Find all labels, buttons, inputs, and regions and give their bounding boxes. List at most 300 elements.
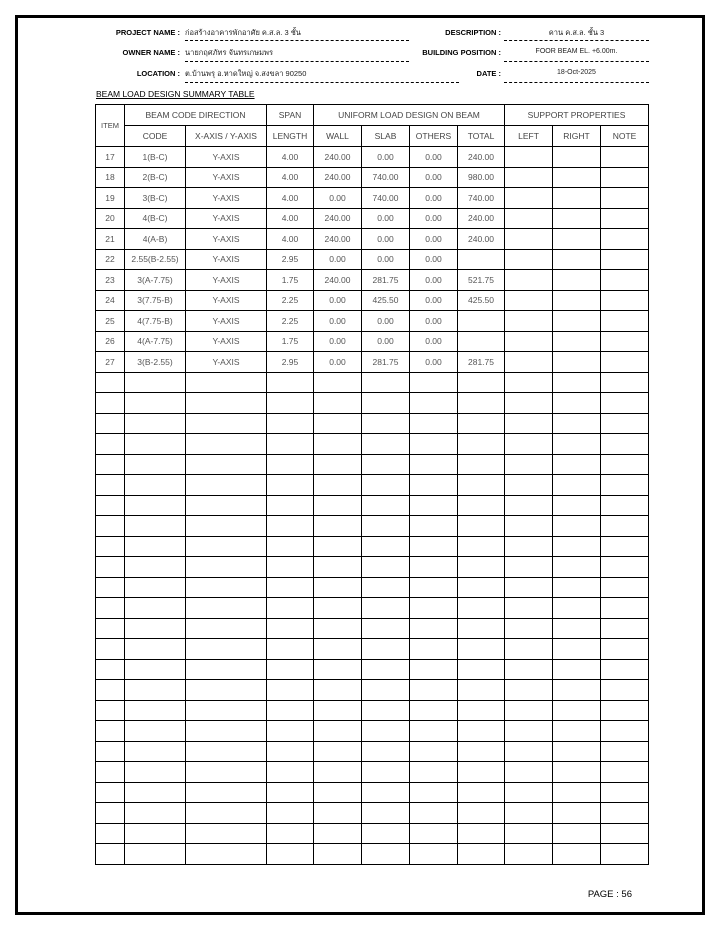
empty-cell-slab: [362, 516, 410, 537]
empty-cell-item: [96, 700, 125, 721]
empty-cell-code: [125, 516, 186, 537]
empty-cell-total: [458, 536, 505, 557]
cell-axis: Y-AXIS: [186, 188, 267, 209]
empty-cell-code: [125, 700, 186, 721]
cell-total: 740.00: [458, 188, 505, 209]
empty-cell-left: [505, 823, 553, 844]
empty-cell-others: [410, 598, 458, 619]
cell-left: [505, 290, 553, 311]
empty-cell-right: [553, 659, 601, 680]
empty-cell-item: [96, 680, 125, 701]
cell-others: 0.00: [410, 147, 458, 168]
empty-cell-wall: [314, 823, 362, 844]
empty-cell-code: [125, 598, 186, 619]
cell-total: [458, 311, 505, 332]
cell-right: [553, 249, 601, 270]
empty-cell-right: [553, 680, 601, 701]
empty-cell-wall: [314, 536, 362, 557]
empty-cell-right: [553, 454, 601, 475]
empty-cell-wall: [314, 618, 362, 639]
empty-cell-right: [553, 639, 601, 660]
cell-right: [553, 188, 601, 209]
empty-cell-code: [125, 413, 186, 434]
cell-wall: 240.00: [314, 167, 362, 188]
empty-cell-wall: [314, 372, 362, 393]
empty-cell-right: [553, 844, 601, 865]
empty-cell-code: [125, 475, 186, 496]
cell-slab: 0.00: [362, 311, 410, 332]
empty-cell-note: [601, 372, 649, 393]
empty-cell-left: [505, 495, 553, 516]
empty-table-row: [96, 721, 649, 742]
empty-cell-right: [553, 762, 601, 783]
empty-cell-right: [553, 557, 601, 578]
empty-cell-length: [267, 495, 314, 516]
empty-cell-others: [410, 536, 458, 557]
empty-cell-length: [267, 598, 314, 619]
empty-cell-item: [96, 639, 125, 660]
empty-cell-item: [96, 598, 125, 619]
date-label: DATE :: [476, 69, 501, 78]
empty-cell-axis: [186, 372, 267, 393]
empty-cell-others: [410, 454, 458, 475]
empty-cell-left: [505, 782, 553, 803]
empty-table-row: [96, 516, 649, 537]
empty-table-row: [96, 762, 649, 783]
empty-cell-code: [125, 659, 186, 680]
empty-cell-left: [505, 618, 553, 639]
cell-axis: Y-AXIS: [186, 229, 267, 250]
empty-cell-others: [410, 782, 458, 803]
empty-table-row: [96, 372, 649, 393]
cell-left: [505, 331, 553, 352]
empty-cell-note: [601, 721, 649, 742]
empty-cell-right: [553, 536, 601, 557]
empty-cell-length: [267, 557, 314, 578]
empty-cell-note: [601, 618, 649, 639]
empty-cell-note: [601, 803, 649, 824]
empty-cell-slab: [362, 495, 410, 516]
empty-cell-code: [125, 680, 186, 701]
table-row: [96, 290, 649, 311]
cell-item: 24: [96, 290, 125, 311]
empty-cell-axis: [186, 618, 267, 639]
description-value: คาน ค.ส.ล. ชั้น 3: [548, 28, 605, 37]
empty-cell-slab: [362, 413, 410, 434]
cell-code: 4(B-C): [125, 208, 186, 229]
empty-cell-code: [125, 762, 186, 783]
cell-axis: Y-AXIS: [186, 270, 267, 291]
empty-cell-axis: [186, 577, 267, 598]
cell-others: 0.00: [410, 167, 458, 188]
empty-cell-slab: [362, 762, 410, 783]
empty-cell-code: [125, 639, 186, 660]
col-header-note: NOTE: [601, 126, 649, 147]
empty-cell-length: [267, 434, 314, 455]
cell-slab: 0.00: [362, 208, 410, 229]
empty-cell-axis: [186, 659, 267, 680]
empty-cell-length: [267, 659, 314, 680]
location-underline: [185, 82, 459, 83]
cell-note: [601, 290, 649, 311]
cell-left: [505, 229, 553, 250]
cell-code: 3(7.75-B): [125, 290, 186, 311]
empty-cell-total: [458, 762, 505, 783]
empty-cell-right: [553, 577, 601, 598]
cell-note: [601, 229, 649, 250]
col-header-beam-code-direction: BEAM CODE DIRECTION: [125, 105, 267, 126]
empty-table-row: [96, 803, 649, 824]
empty-cell-left: [505, 475, 553, 496]
empty-cell-left: [505, 700, 553, 721]
empty-cell-note: [601, 823, 649, 844]
empty-cell-item: [96, 372, 125, 393]
empty-cell-axis: [186, 803, 267, 824]
cell-length: 1.75: [267, 270, 314, 291]
empty-cell-right: [553, 475, 601, 496]
empty-cell-length: [267, 803, 314, 824]
empty-cell-others: [410, 803, 458, 824]
cell-length: 2.95: [267, 352, 314, 373]
empty-cell-left: [505, 516, 553, 537]
empty-cell-wall: [314, 680, 362, 701]
empty-cell-length: [267, 454, 314, 475]
cell-item: 19: [96, 188, 125, 209]
cell-left: [505, 249, 553, 270]
empty-cell-others: [410, 577, 458, 598]
empty-cell-slab: [362, 803, 410, 824]
building-position-underline: [504, 61, 649, 62]
empty-cell-left: [505, 741, 553, 762]
empty-cell-code: [125, 577, 186, 598]
table-title: BEAM LOAD DESIGN SUMMARY TABLE: [96, 89, 255, 99]
cell-note: [601, 147, 649, 168]
cell-axis: Y-AXIS: [186, 352, 267, 373]
empty-cell-axis: [186, 639, 267, 660]
empty-cell-slab: [362, 659, 410, 680]
empty-cell-total: [458, 803, 505, 824]
empty-cell-total: [458, 700, 505, 721]
cell-axis: Y-AXIS: [186, 167, 267, 188]
empty-cell-left: [505, 762, 553, 783]
col-header-code: CODE: [125, 126, 186, 147]
empty-cell-slab: [362, 557, 410, 578]
cell-slab: 0.00: [362, 147, 410, 168]
description-underline: [504, 40, 649, 41]
empty-cell-total: [458, 680, 505, 701]
cell-length: 2.95: [267, 249, 314, 270]
building-position-value: FOOR BEAM EL. +6.00m.: [535, 48, 618, 55]
empty-cell-note: [601, 495, 649, 516]
col-header-span: SPAN: [267, 105, 314, 126]
table-row: [96, 167, 649, 188]
col-header-right: RIGHT: [553, 126, 601, 147]
cell-right: [553, 147, 601, 168]
empty-table-row: [96, 475, 649, 496]
cell-left: [505, 270, 553, 291]
empty-cell-length: [267, 721, 314, 742]
location-value: ต.บ้านพรุ อ.หาดใหญ่ จ.สงขลา 90250: [185, 69, 307, 78]
empty-cell-axis: [186, 844, 267, 865]
empty-cell-total: [458, 413, 505, 434]
empty-cell-axis: [186, 516, 267, 537]
empty-cell-total: [458, 557, 505, 578]
cell-total: 240.00: [458, 208, 505, 229]
empty-cell-slab: [362, 823, 410, 844]
empty-cell-note: [601, 680, 649, 701]
empty-table-row: [96, 598, 649, 619]
empty-cell-right: [553, 372, 601, 393]
empty-cell-note: [601, 741, 649, 762]
cell-axis: Y-AXIS: [186, 249, 267, 270]
empty-cell-right: [553, 495, 601, 516]
empty-cell-item: [96, 721, 125, 742]
empty-cell-slab: [362, 618, 410, 639]
cell-total: 240.00: [458, 229, 505, 250]
cell-total: 980.00: [458, 167, 505, 188]
empty-cell-axis: [186, 598, 267, 619]
empty-cell-left: [505, 557, 553, 578]
empty-cell-axis: [186, 536, 267, 557]
cell-item: 27: [96, 352, 125, 373]
empty-cell-wall: [314, 475, 362, 496]
cell-slab: 740.00: [362, 188, 410, 209]
col-header-uniform-load: UNIFORM LOAD DESIGN ON BEAM: [314, 105, 505, 126]
empty-cell-wall: [314, 659, 362, 680]
empty-table-row: [96, 741, 649, 762]
empty-cell-others: [410, 393, 458, 414]
table-row: [96, 331, 649, 352]
empty-cell-code: [125, 618, 186, 639]
empty-cell-item: [96, 536, 125, 557]
empty-cell-axis: [186, 557, 267, 578]
cell-others: 0.00: [410, 290, 458, 311]
empty-cell-item: [96, 516, 125, 537]
empty-cell-code: [125, 823, 186, 844]
empty-cell-length: [267, 393, 314, 414]
cell-length: 4.00: [267, 188, 314, 209]
empty-table-row: [96, 413, 649, 434]
empty-cell-others: [410, 700, 458, 721]
empty-cell-item: [96, 577, 125, 598]
empty-table-row: [96, 454, 649, 475]
cell-wall: 0.00: [314, 249, 362, 270]
cell-wall: 0.00: [314, 331, 362, 352]
empty-table-row: [96, 844, 649, 865]
project-name-underline: [185, 40, 409, 41]
empty-cell-code: [125, 393, 186, 414]
table-row: [96, 188, 649, 209]
cell-wall: 0.00: [314, 188, 362, 209]
empty-cell-axis: [186, 475, 267, 496]
cell-code: 2.55(B-2.55): [125, 249, 186, 270]
empty-cell-total: [458, 475, 505, 496]
empty-cell-wall: [314, 639, 362, 660]
cell-wall: 0.00: [314, 311, 362, 332]
empty-cell-left: [505, 393, 553, 414]
empty-cell-note: [601, 516, 649, 537]
col-header-total: TOTAL: [458, 126, 505, 147]
empty-cell-slab: [362, 639, 410, 660]
cell-left: [505, 147, 553, 168]
empty-cell-code: [125, 557, 186, 578]
empty-cell-right: [553, 598, 601, 619]
empty-cell-axis: [186, 741, 267, 762]
empty-cell-wall: [314, 844, 362, 865]
empty-cell-left: [505, 536, 553, 557]
cell-slab: 0.00: [362, 229, 410, 250]
cell-item: 17: [96, 147, 125, 168]
empty-cell-slab: [362, 454, 410, 475]
empty-cell-others: [410, 557, 458, 578]
cell-length: 1.75: [267, 331, 314, 352]
empty-cell-right: [553, 741, 601, 762]
cell-others: 0.00: [410, 188, 458, 209]
cell-length: 4.00: [267, 147, 314, 168]
project-name-label: PROJECT NAME :: [115, 28, 180, 37]
empty-cell-left: [505, 413, 553, 434]
empty-cell-right: [553, 803, 601, 824]
empty-table-row: [96, 536, 649, 557]
empty-cell-code: [125, 434, 186, 455]
cell-right: [553, 290, 601, 311]
empty-cell-slab: [362, 721, 410, 742]
empty-cell-others: [410, 639, 458, 660]
cell-wall: 240.00: [314, 208, 362, 229]
empty-cell-wall: [314, 598, 362, 619]
empty-cell-note: [601, 762, 649, 783]
cell-slab: 281.75: [362, 352, 410, 373]
cell-item: 20: [96, 208, 125, 229]
empty-cell-note: [601, 577, 649, 598]
cell-length: 4.00: [267, 229, 314, 250]
location-label: LOCATION :: [136, 69, 180, 78]
empty-cell-left: [505, 844, 553, 865]
empty-cell-axis: [186, 700, 267, 721]
table-row: [96, 208, 649, 229]
empty-cell-left: [505, 577, 553, 598]
cell-item: 21: [96, 229, 125, 250]
empty-cell-item: [96, 393, 125, 414]
table-row: [96, 249, 649, 270]
empty-table-row: [96, 618, 649, 639]
empty-cell-left: [505, 721, 553, 742]
empty-cell-code: [125, 844, 186, 865]
empty-cell-slab: [362, 577, 410, 598]
cell-axis: Y-AXIS: [186, 147, 267, 168]
cell-code: 4(A-7.75): [125, 331, 186, 352]
cell-axis: Y-AXIS: [186, 331, 267, 352]
empty-cell-left: [505, 639, 553, 660]
empty-cell-others: [410, 721, 458, 742]
empty-cell-total: [458, 782, 505, 803]
empty-cell-wall: [314, 516, 362, 537]
empty-cell-right: [553, 721, 601, 742]
empty-cell-code: [125, 721, 186, 742]
empty-cell-note: [601, 557, 649, 578]
cell-total: 521.75: [458, 270, 505, 291]
empty-cell-left: [505, 454, 553, 475]
table-row: [96, 147, 649, 168]
empty-cell-others: [410, 762, 458, 783]
empty-cell-wall: [314, 782, 362, 803]
empty-cell-length: [267, 372, 314, 393]
empty-cell-length: [267, 536, 314, 557]
col-header-item: ITEM: [96, 105, 125, 147]
empty-cell-length: [267, 741, 314, 762]
empty-cell-others: [410, 516, 458, 537]
empty-cell-left: [505, 434, 553, 455]
empty-table-row: [96, 700, 649, 721]
table-body: [96, 147, 649, 865]
empty-cell-total: [458, 577, 505, 598]
building-position-label: BUILDING POSITION :: [422, 48, 501, 57]
empty-cell-axis: [186, 413, 267, 434]
cell-note: [601, 188, 649, 209]
cell-item: 25: [96, 311, 125, 332]
cell-right: [553, 352, 601, 373]
empty-cell-right: [553, 782, 601, 803]
empty-cell-length: [267, 618, 314, 639]
owner-name-value: นายกฤศภัทร จันทรเกษมพร: [185, 48, 274, 57]
empty-cell-code: [125, 372, 186, 393]
cell-note: [601, 208, 649, 229]
date-underline: [504, 82, 649, 83]
empty-cell-length: [267, 823, 314, 844]
table-row: [96, 229, 649, 250]
owner-name-label: OWNER NAME :: [122, 48, 180, 57]
empty-cell-axis: [186, 495, 267, 516]
cell-note: [601, 352, 649, 373]
empty-cell-slab: [362, 536, 410, 557]
empty-cell-length: [267, 516, 314, 537]
cell-slab: 0.00: [362, 331, 410, 352]
empty-cell-total: [458, 823, 505, 844]
empty-cell-others: [410, 741, 458, 762]
empty-cell-others: [410, 659, 458, 680]
empty-cell-note: [601, 434, 649, 455]
cell-axis: Y-AXIS: [186, 311, 267, 332]
table-row: [96, 270, 649, 291]
empty-cell-wall: [314, 741, 362, 762]
empty-cell-total: [458, 741, 505, 762]
empty-cell-note: [601, 393, 649, 414]
cell-left: [505, 208, 553, 229]
cell-axis: Y-AXIS: [186, 290, 267, 311]
cell-note: [601, 270, 649, 291]
empty-cell-wall: [314, 413, 362, 434]
empty-cell-item: [96, 454, 125, 475]
empty-cell-total: [458, 393, 505, 414]
empty-cell-right: [553, 413, 601, 434]
col-header-axis: X-AXIS / Y-AXIS: [186, 126, 267, 147]
table-row: [96, 352, 649, 373]
cell-length: 2.25: [267, 290, 314, 311]
cell-right: [553, 270, 601, 291]
empty-cell-right: [553, 393, 601, 414]
cell-slab: 281.75: [362, 270, 410, 291]
empty-cell-left: [505, 372, 553, 393]
empty-cell-total: [458, 639, 505, 660]
empty-table-row: [96, 639, 649, 660]
empty-cell-left: [505, 680, 553, 701]
table-row: [96, 311, 649, 332]
col-header-support-properties: SUPPORT PROPERTIES: [505, 105, 649, 126]
page-number: PAGE : 56: [587, 889, 632, 900]
empty-cell-note: [601, 659, 649, 680]
cell-total: [458, 331, 505, 352]
cell-code: 4(A-B): [125, 229, 186, 250]
